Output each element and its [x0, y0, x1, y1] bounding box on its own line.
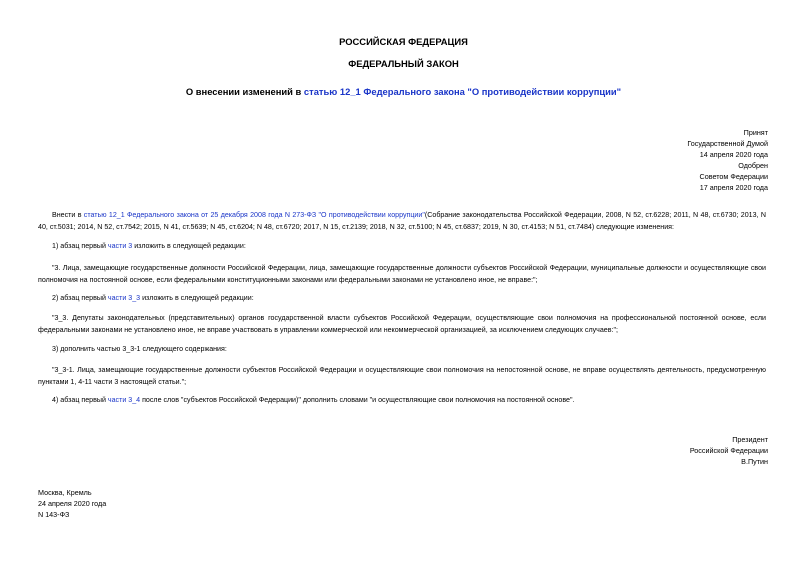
item-2: [38, 292, 766, 304]
item-1-suffix: изложить в следующей редакции:: [132, 242, 246, 250]
approved-by: Советом Федерации: [699, 172, 768, 181]
law-title-link[interactable]: статью 12_1 Федерального закона "О противодействии коррупции": [303, 86, 622, 97]
item-4-suffix: после слов "субъектов Российской Федерации)" дополнить словами "и осуществляющие свои полномочия на постоянной основе".: [140, 396, 575, 404]
quote-3: "3_3-1. Лица, замещающие государственные должности субъектов Российской Федерации и осуществляющие свои полномочия на непостоянной основе, не вправе осуществлять деятельность, предусмотренную пунктами 1, 4-11 части 3 настоящей статьи.";: [38, 366, 766, 386]
item-1-link[interactable]: части 3: [107, 242, 133, 250]
law-title-prefix: О внесении изменений в: [185, 86, 304, 97]
item-4: [38, 394, 766, 406]
intro-suffix: (Собрание законодательства Российской Федерации, 2008, N 52, ст.6228; 2011, N 48, ст.6730; 2013, N 40, ст.5031; 2014, N 52, ст.7542; 2015, N 41, ст.5639; N 45, ст.6204; N 48, ст.6720; 2017, N 15, ст.2139; 2018, N 32, ст.5100; N 45, ст.6837; 2019, N 30, ст.4153; N 51, ст.7484) следующие изменения:: [38, 211, 766, 231]
intro-prefix: Внести в: [52, 211, 84, 219]
item-2-prefix: 2) абзац первый: [52, 294, 108, 302]
signer-title: Президент: [732, 435, 768, 444]
item-2-link[interactable]: части 3_3: [107, 294, 141, 302]
intro-paragraph: [38, 209, 766, 233]
signer-org: Российской Федерации: [689, 446, 768, 455]
item-1: [38, 240, 766, 252]
adopted-by: Государственной Думой: [687, 139, 768, 148]
quote-1: "3. Лица, замещающие государственные должности Российской Федерации, лица, замещающие государственные должности субъектов Российской Федерации, муниципальные должности и осуществляющие свои полномочия на постоянной основе, если федеральными конституционными законами или федеральными законами не установлено иное, не вправе:";: [38, 264, 766, 284]
item-1-prefix: 1) абзац первый: [52, 242, 108, 250]
item-4-prefix: 4) абзац первый: [52, 396, 108, 404]
signature-block: [690, 434, 768, 467]
signer-name: В.Путин: [741, 457, 768, 466]
adoption-block: [687, 127, 768, 193]
approved-label: Одобрен: [738, 161, 768, 170]
intro-article-link[interactable]: статью 12_1 Федерального закона от 25 декабря 2008 года N 273-ФЗ "О противодействии коррупции": [83, 211, 425, 219]
item-2-suffix: изложить в следующей редакции:: [140, 294, 254, 302]
doc-type-heading: ФЕДЕРАЛЬНЫЙ ЗАКОН: [348, 58, 459, 69]
signing-date: 24 апреля 2020 года: [38, 499, 107, 508]
law-title: [0, 86, 807, 97]
approved-date: 17 апреля 2020 года: [699, 183, 768, 192]
country-heading: РОССИЙСКАЯ ФЕДЕРАЦИЯ: [339, 36, 468, 47]
place-date-block: [38, 487, 106, 520]
item-3: 3) дополнить частью 3_3-1 следующего содержания:: [52, 345, 227, 353]
quote-2: "3_3. Депутаты законодательных (представительных) органов государственной власти субъектов Российской Федерации, осуществляющие свои полномочия на профессиональной постоянной основе, если федеральными законами не установлено иное, не вправе участвовать в управлении коммерческой или некоммерческой организацией, за исключением следующих случаев:";: [38, 314, 766, 334]
item-4-link[interactable]: части 3_4: [107, 396, 141, 404]
adopted-date: 14 апреля 2020 года: [699, 150, 768, 159]
law-number: N 143-ФЗ: [38, 510, 70, 519]
adopted-label: Принят: [743, 128, 768, 137]
place: Москва, Кремль: [38, 488, 92, 497]
